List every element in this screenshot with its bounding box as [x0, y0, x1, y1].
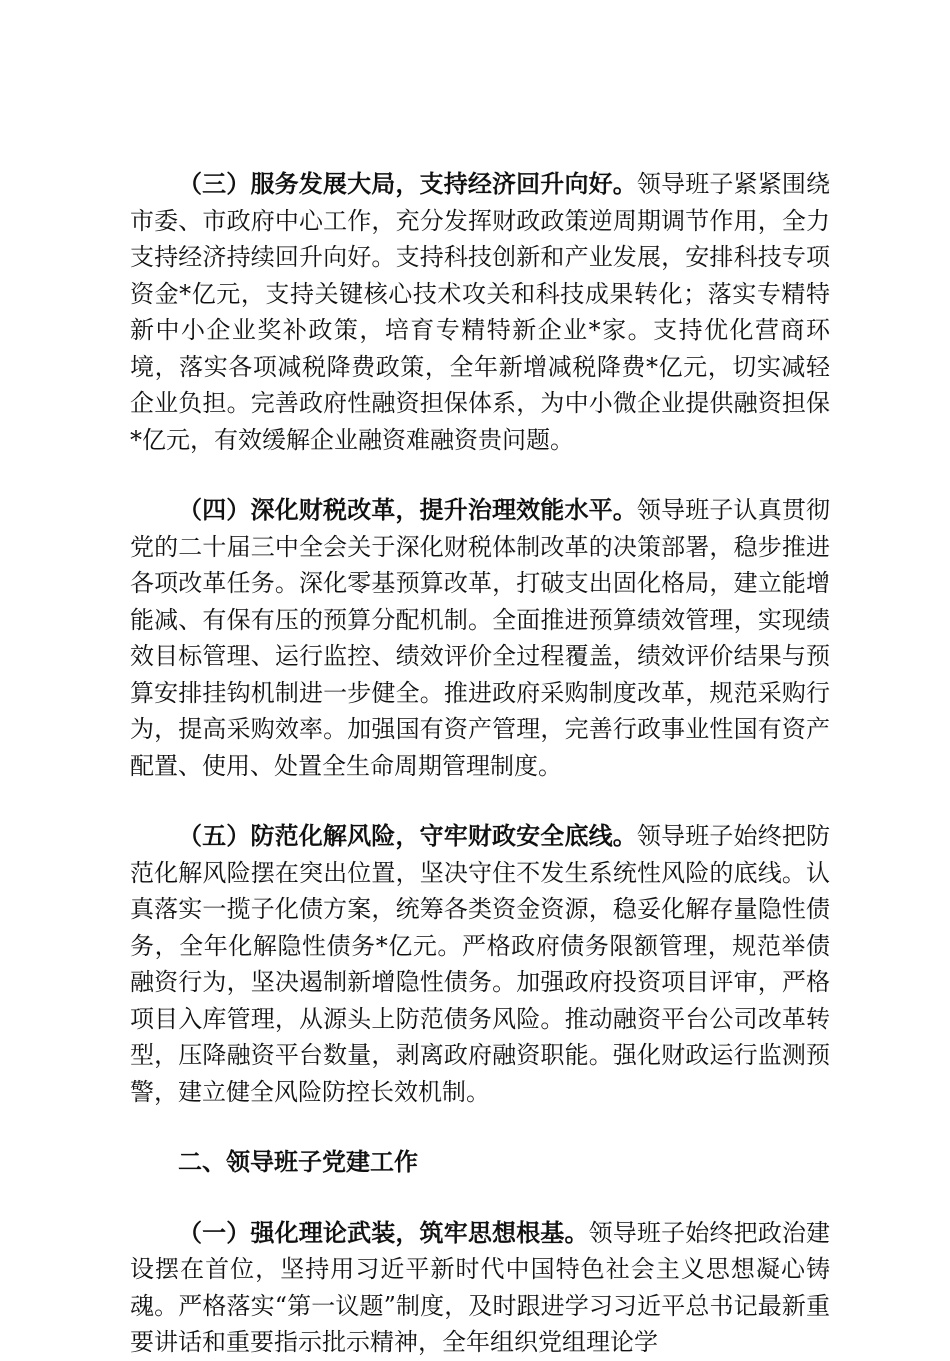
paragraph-lead: （五）防范化解风险，守牢财政安全底线。 — [178, 821, 637, 850]
paragraph-body: 领导班子始终把防范化解风险摆在突出位置，坚决守住不发生系统性风险的底线。认真落实一揽子化债方案，统筹各类资金资源，稳妥化解存量隐性债务，全年化解隐性债务*亿元。严格政府债务限额管理，规范举债融资行为，坚决遏制新增隐性债务。加强政府投资项目评审，严格项目入库管理，从源头上防范债务风险。推动融资平台公司改革转型，压降融资平台数量，剥离政府融资职能。强化财政运行监测预警，建立健全风险防控长效机制。 — [130, 822, 830, 1106]
paragraph-lead: （一）强化理论武装，筑牢思想根基。 — [178, 1217, 589, 1247]
paragraph-theory-arming — [130, 1215, 830, 1361]
paragraph-body: 领导班子紧紧围绕市委、市政府中心工作，充分发挥财政政策逆周期调节作用，全力支持经济持续回升向好。支持科技创新和产业发展，安排科技专项资金*亿元，支持关键核心技术攻关和科技成果转化；落实专精特新中小企业奖补政策，培育专精特新企业*家。支持优化营商环境，落实各项减税降费政策，全年新增减税降费*亿元，切实减轻企业负担。完善政府性融资担保体系，为中小微企业提供融资担保*亿元，有效缓解企业融资难融资贵问题。 — [130, 170, 830, 454]
document-page — [130, 166, 830, 1361]
paragraph-risk-prevention — [130, 818, 830, 1110]
paragraph-body: 领导班子认真贯彻党的二十届三中全会关于深化财税体制改革的决策部署，稳步推进各项改革任务。深化零基预算改革，打破支出固化格局，建立能增能减、有保有压的预算分配机制。全面推进预算绩效管理，实现绩效目标管理、运行监控、绩效评价全过程覆盖，绩效评价结果与预算安排挂钩机制进一步健全。推进政府采购制度改革，规范采购行为，提高采购效率。加强国有资产管理，完善行政事业性国有资产配置、使用、处置全生命周期管理制度。 — [130, 496, 830, 780]
paragraph-lead: （三）服务发展大局，支持经济回升向好。 — [178, 169, 637, 198]
paragraph-service-development — [130, 166, 830, 458]
paragraph-lead: （四）深化财税改革，提升治理效能水平。 — [178, 495, 637, 524]
section-heading-party-building: 二、领导班子党建工作 — [178, 1148, 418, 1176]
paragraph-fiscal-reform — [130, 492, 830, 784]
paragraph-body: 领导班子始终把政治建设摆在首位，坚持用习近平新时代中国特色社会主义思想凝心铸魂。严格落实“第一议题”制度，及时跟进学习习近平总书记最新重要讲话和重要指示批示精神，全年组织党组理论学 — [130, 1218, 831, 1356]
